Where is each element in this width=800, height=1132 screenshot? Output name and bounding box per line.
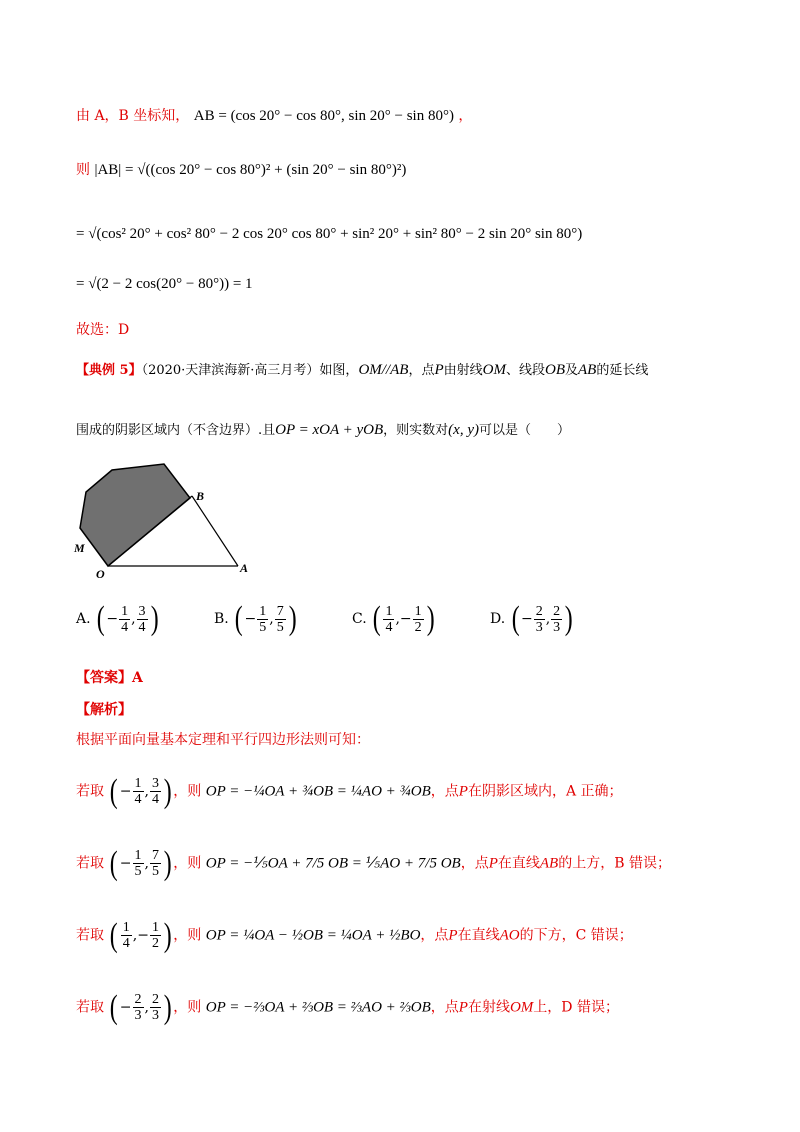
den: 3 — [134, 1008, 142, 1023]
op-vector-equation: OP = xOA + yOB — [275, 422, 384, 438]
paren-right: ) — [163, 916, 172, 954]
num: 2 — [535, 603, 543, 619]
case-rest: 的下方，C 错误； — [519, 927, 633, 944]
case-then: ，则 — [173, 927, 202, 944]
frac — [275, 604, 286, 635]
frac — [551, 604, 562, 635]
analysis-intro: 根据平面向量基本定理和平行四边形法则可知： — [76, 732, 370, 748]
neg-sign: − — [119, 999, 132, 1016]
num: 2 — [134, 992, 142, 1007]
ab-magnitude-expression: |AB| = √((cos 20° − cos 80°)² + (sin 20° − sin 80°)²) — [94, 162, 407, 178]
point-p: P — [448, 927, 458, 944]
paren-right: ) — [564, 600, 573, 637]
case-mid: ，点 — [420, 927, 449, 944]
solution-line-4 — [76, 274, 253, 294]
num: 1 — [134, 776, 142, 791]
paren-right: ) — [426, 600, 435, 637]
expansion-expression: = √(cos² 20° + cos² 80° − 2 cos 20° cos 80° + sin² 20° + sin² 80° − 2 sin 20° sin 80°) — [76, 226, 583, 242]
solution-line-2-prefix: 则 — [76, 162, 90, 178]
line-ao: AO — [499, 927, 520, 944]
case-b: 若取 ( − $\frac{1}{5}$ , $\frac{7}{5}$ ) ，则 OP = −⅕OA + 7/5 OB = ⅕AO + 7/5 OB，点P在直线AB的上方，B 错误； — [76, 844, 671, 882]
option-b-label: B. — [214, 611, 229, 627]
example-question-text: 可以是（ ） — [478, 423, 570, 438]
label-m: M — [74, 541, 85, 555]
frac — [150, 920, 161, 951]
den: 4 — [151, 792, 159, 807]
case-rest-1: 在射线 — [467, 999, 510, 1016]
frac — [150, 992, 161, 1023]
case-then: ，则 — [173, 999, 202, 1016]
frac — [133, 848, 144, 879]
den: 4 — [385, 619, 393, 635]
case-mid: ，点 — [430, 999, 459, 1016]
answer: 【答案】A — [76, 670, 143, 686]
num: 1 — [122, 920, 130, 935]
frac — [383, 604, 394, 635]
ray-om: OM — [482, 362, 506, 378]
case-rest: 在阴影区域内，A 正确； — [467, 783, 623, 800]
case-rest: 上，D 错误； — [533, 999, 619, 1016]
geometry-figure — [70, 458, 270, 578]
den: 3 — [553, 619, 561, 635]
point-p: P — [458, 999, 468, 1016]
num: 3 — [151, 776, 159, 791]
paren-right: ) — [288, 600, 297, 637]
option-b[interactable]: B. ( − $\frac{1}{5}$ , $\frac{7}{5}$ ) — [214, 600, 297, 637]
frac — [534, 604, 545, 635]
neg-sign: − — [106, 611, 119, 627]
option-d-label: D. — [490, 611, 506, 627]
case-rest-1: 在直线 — [457, 927, 500, 944]
den: 5 — [259, 619, 267, 635]
option-c[interactable]: C. ( $\frac{1}{4}$ ,− $\frac{1}{2}$ ) — [352, 600, 435, 637]
frac — [413, 604, 424, 635]
case-equation: OP = −⅔OA + ⅔OB = ⅔AO + ⅔OB — [205, 999, 431, 1016]
case-then: ，则 — [173, 855, 202, 872]
simplified-expression: = √(2 − 2 cos(20° − 80°)) = 1 — [76, 276, 253, 292]
example-tag: 【典例 5】 — [76, 363, 142, 378]
point-p: P — [458, 783, 468, 800]
text-extension: 的延长线 — [596, 363, 649, 378]
paren-left: ( — [96, 600, 105, 637]
paren-left: ( — [110, 772, 119, 810]
example-5-line-2 — [76, 420, 570, 441]
frac — [257, 604, 268, 635]
example-source: （2020·天津滨海新·高三月考）如图， — [141, 363, 359, 378]
paren-right: ) — [163, 988, 172, 1026]
paren-left: ( — [372, 600, 381, 637]
den: 2 — [151, 936, 159, 951]
num: 1 — [121, 603, 129, 619]
label-o: O — [96, 567, 105, 578]
case-mid: ，点 — [430, 783, 459, 800]
paren-left: ( — [110, 916, 119, 954]
neg-sign: − — [244, 611, 257, 627]
point-p: P — [434, 362, 444, 378]
case-c: 若取 ( $\frac{1}{4}$ ,− $\frac{1}{2}$ ) ，则 OP = ¼OA − ½OB = ¼OA + ½BO，点P在直线AO的下方，C 错误； — [76, 916, 633, 954]
case-rest-1: 在直线 — [497, 855, 540, 872]
solution-line-1 — [76, 106, 472, 126]
solution-line-1-suffix: ， — [458, 108, 473, 124]
den: 4 — [121, 619, 129, 635]
num: 1 — [134, 848, 142, 863]
case-rest: 的上方，B 错误； — [558, 855, 671, 872]
neg-sign: − — [119, 855, 132, 872]
solution-line-2 — [76, 160, 406, 180]
num: 1 — [414, 603, 422, 619]
case-a: 若取 ( − $\frac{1}{4}$ , $\frac{3}{4}$ ) ，则 OP = −¼OA + ¾OB = ¼AO + ¾OB，点P在阴影区域内，A 正确； — [76, 772, 623, 810]
neg-sign: − — [520, 611, 533, 627]
paren-left: ( — [234, 600, 243, 637]
option-a-label: A. — [76, 611, 91, 627]
line-ab: AB — [539, 855, 559, 872]
case-take: 若取 — [76, 927, 104, 944]
den: 4 — [122, 936, 130, 951]
den: 3 — [151, 1008, 159, 1023]
segment-ba-line — [192, 496, 238, 566]
den: 5 — [151, 864, 159, 879]
frac — [121, 920, 132, 951]
num: 2 — [553, 603, 561, 619]
num: 1 — [151, 920, 159, 935]
case-d: 若取 ( − $\frac{2}{3}$ , $\frac{2}{3}$ ) ，则 OP = −⅔OA + ⅔OB = ⅔AO + ⅔OB，点P在射线OM上，D 错误； — [76, 988, 619, 1026]
text-and: 及 — [564, 363, 578, 378]
frac — [133, 776, 144, 807]
example-5-line-1 — [76, 360, 648, 381]
parallel-condition: OM//AB — [358, 362, 409, 378]
ray-om: OM — [509, 999, 534, 1016]
text-ray: 由射线 — [443, 363, 483, 378]
paren-left: ( — [110, 844, 119, 882]
case-equation: OP = −⅕OA + 7/5 OB = ⅕AO + 7/5 OB — [205, 855, 461, 872]
paren-left: ( — [110, 988, 119, 1026]
neg-sign: − — [119, 783, 132, 800]
analysis-heading: 【解析】 — [76, 702, 132, 718]
solution-line-3 — [76, 224, 582, 244]
num: 2 — [151, 992, 159, 1007]
option-c-label: C. — [352, 611, 367, 627]
paren-left: ( — [511, 600, 520, 637]
num: 1 — [259, 603, 267, 619]
case-then: ，则 — [173, 783, 202, 800]
label-a: A — [240, 561, 249, 575]
label-b: B — [196, 489, 205, 503]
option-d[interactable]: D. ( − $\frac{2}{3}$ , $\frac{2}{3}$ ) — [490, 600, 573, 637]
case-take: 若取 — [76, 855, 104, 872]
den: 2 — [414, 619, 422, 635]
case-equation: OP = −¼OA + ¾OB = ¼AO + ¾OB — [205, 783, 431, 800]
case-equation: OP = ¼OA − ½OB = ¼OA + ½BO — [205, 927, 421, 944]
den: 5 — [134, 864, 142, 879]
text-point: ，点 — [408, 363, 435, 378]
frac — [137, 604, 148, 635]
case-take: 若取 — [76, 783, 104, 800]
frac — [150, 848, 161, 879]
segment-ob: OB — [544, 362, 565, 378]
num: 3 — [138, 603, 146, 619]
point-p: P — [488, 855, 498, 872]
frac — [119, 604, 130, 635]
paren-right: ) — [163, 844, 172, 882]
num: 7 — [276, 603, 284, 619]
den: 5 — [276, 619, 284, 635]
case-mid: ，点 — [460, 855, 489, 872]
solution-line-1-prefix: 由 A，B 坐标知， — [76, 108, 190, 124]
num: 1 — [385, 603, 393, 619]
segment-ab: AB — [578, 362, 597, 378]
num: 7 — [151, 848, 159, 863]
text-segment: 、线段 — [505, 363, 545, 378]
neg-sign: − — [399, 611, 412, 627]
den: 3 — [535, 619, 543, 635]
example-region-text: 围成的阴影区域内（不含边界）.且 — [76, 423, 276, 438]
ab-vector-expression: AB = (cos 20° − cos 80°, sin 20° − sin 80°) — [193, 108, 454, 124]
choice-result: 故选：D — [76, 322, 130, 338]
option-a[interactable]: A. ( − $\frac{1}{4}$ , $\frac{3}{4}$ ) — [76, 600, 159, 637]
paren-right: ) — [163, 772, 172, 810]
frac — [133, 992, 144, 1023]
pair-xy: (x, y) — [448, 422, 479, 438]
frac — [150, 776, 161, 807]
case-take: 若取 — [76, 999, 104, 1016]
shaded-region — [80, 464, 190, 566]
example-pair-text: ，则实数对 — [383, 423, 449, 438]
den: 4 — [134, 792, 142, 807]
paren-right: ) — [150, 600, 159, 637]
den: 4 — [138, 619, 146, 635]
